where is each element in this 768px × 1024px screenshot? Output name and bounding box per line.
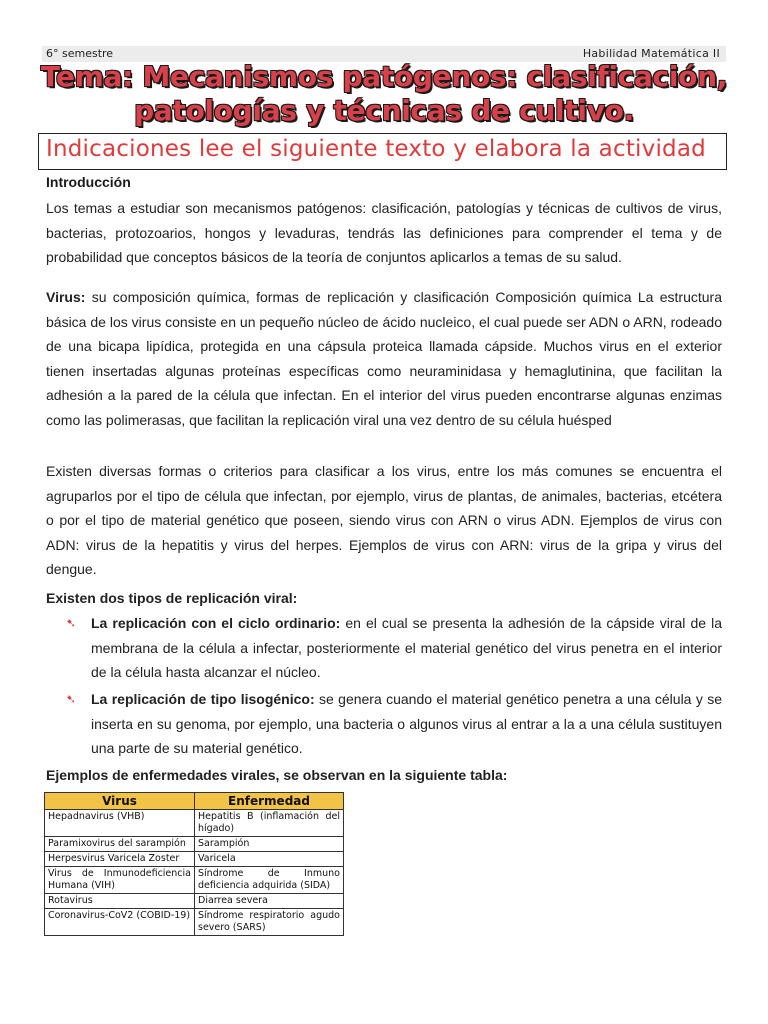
table-header-virus: Virus bbox=[45, 793, 195, 810]
bullet-arrow-icon: ➷ bbox=[66, 692, 77, 706]
replication-item-1-label: La replicación con el ciclo ordinario: bbox=[91, 615, 341, 631]
table-cell-disease: Síndrome de Inmuno deficiencia adquirida (SIDA) bbox=[195, 867, 344, 894]
table-cell-disease: Hepatitis B (inflamación del hígado) bbox=[195, 810, 344, 837]
table-cell-disease: Síndrome respiratorio agudo severo (SARS) bbox=[195, 909, 344, 936]
title-line-1: Tema: Mecanismos patógenos: clasificación, bbox=[40, 60, 728, 93]
replication-item-2 bbox=[91, 687, 722, 761]
classification-paragraph: Existen diversas formas o criterios para clasificar a los virus, entre los más comunes se encuentra el agruparlos por el tipo de célula que infectan, por ejemplo, virus de plantas, de animales, bacterias, etcétera o por el tipo de material genético que poseen, siendo virus con ARN o virus ADN. Ejemplos de virus con ADN: virus de la hepatitis y virus del herpes. Ejemplos de virus con ARN: virus de la gripa y virus del dengue. bbox=[46, 463, 722, 578]
title-line-2: patologías y técnicas de cultivo. bbox=[134, 94, 634, 127]
table-row bbox=[45, 852, 344, 867]
table-cell-virus: Herpesvirus Varicela Zoster bbox=[45, 852, 195, 867]
table-cell-virus: Paramixovirus del sarampión bbox=[45, 837, 195, 852]
intro-paragraph: Los temas a estudiar son mecanismos patógenos: clasificación, patologías y técnicas de cultivos de virus, bacterias, protozoarios, hongos y levaduras, tendrás las definiciones para comprender el tema y de probabilidad que conceptos básicos de la teoría de conjuntos aplicarlos a temas de su salud. bbox=[46, 200, 722, 266]
table-cell-virus: Coronavirus-CoV2 (COBID-19) bbox=[45, 909, 195, 936]
virus-text: su composición química, formas de replicación y clasificación Composición química La estructura básica de los virus consiste en un pequeño núcleo de ácido nucleico, el cual puede ser ADN o ARN, rodeado de una bicapa lipídica, protegida en una cápsula proteica llamada cápside. Muchos virus en el exterior tienen insertadas algunas proteínas específicas como neuraminidasa y hemaglutinina, que facilitan la adhesión a la pared de la célula que infectan. En el interior del virus pueden encontrarse algunas enzimas como las polimerasas, que facilitan la replicación viral una vez dentro de su célula huésped bbox=[46, 289, 722, 428]
table-row bbox=[45, 909, 344, 936]
table-row bbox=[45, 837, 344, 852]
table-heading: Ejemplos de enfermedades virales, se observan en la siguiente tabla: bbox=[46, 767, 508, 783]
virus-label: Virus: bbox=[46, 289, 86, 305]
replication-item-1-text: en el cual se presenta la adhesión de la cápside viral de la membrana de la célula a infectar, posteriormente el material genético del virus penetra en el interior de la célula hasta alcanzar el núcleo. bbox=[91, 615, 722, 681]
table-row bbox=[45, 894, 344, 909]
table-cell-virus: Hepadnavirus (VHB) bbox=[45, 810, 195, 837]
table-cell-disease: Sarampión bbox=[195, 837, 344, 852]
table-header-disease: Enfermedad bbox=[195, 793, 344, 810]
replication-heading: Existen dos tipos de replicación viral: bbox=[46, 590, 298, 606]
header-semester: 6° semestre bbox=[46, 47, 114, 60]
header-course: Habilidad Matemática II bbox=[582, 47, 720, 60]
intro-heading: Introducción bbox=[46, 174, 131, 190]
table-cell-virus: Virus de Inmunodeficiencia Humana (VIH) bbox=[45, 867, 195, 894]
table-header-row bbox=[45, 793, 344, 810]
table-cell-disease: Varicela bbox=[195, 852, 344, 867]
table-cell-disease: Diarrea severa bbox=[195, 894, 344, 909]
instructions-text: Indicaciones lee el siguiente texto y elabora la actividad bbox=[46, 136, 706, 162]
page-title bbox=[40, 60, 728, 128]
virus-paragraph bbox=[46, 285, 722, 433]
replication-item-1 bbox=[91, 611, 722, 685]
replication-item-2-label: La replicación de tipo lisogénico: bbox=[91, 691, 315, 707]
bullet-arrow-icon: ➷ bbox=[66, 616, 77, 630]
table-row bbox=[45, 810, 344, 837]
virus-disease-table bbox=[44, 792, 344, 936]
replication-item-2-text: se genera cuando el material genético penetra a una célula y se inserta en su genoma, por ejemplo, una bacteria o algunos virus al entrar a la a una célula sustituyen una parte de su material genético. bbox=[91, 691, 722, 757]
table-cell-virus: Rotavirus bbox=[45, 894, 195, 909]
table-row bbox=[45, 867, 344, 894]
